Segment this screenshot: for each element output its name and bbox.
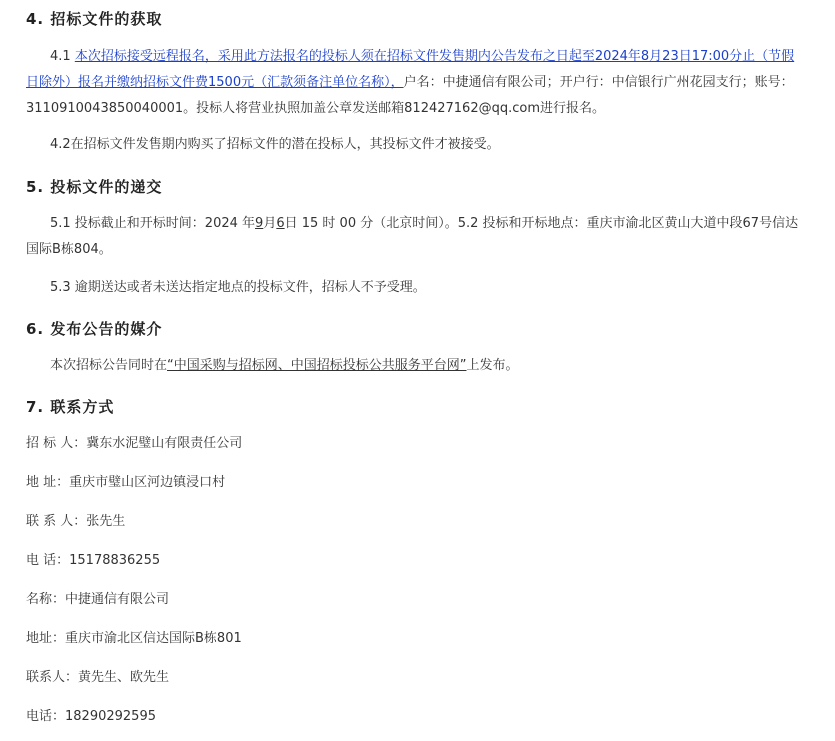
- section-7-heading: 7. 联系方式: [26, 398, 115, 416]
- section-4-2-paragraph: 4.2在招标文件发售期内购买了招标文件的潜在投标人，其投标文件才被接受。: [50, 137, 500, 152]
- registration-notice-link[interactable]: 本次招标接受远程报名，采用此方法报名的投标人须在招标文件发售期内公告发布之日起至2024年8月23日17:00分止（节假日除外）报名并缴纳招标文件费1500元（汇款须备注单位名称），: [26, 49, 795, 90]
- contact-tenderer-phone: 电 话：15178836255: [26, 553, 161, 568]
- contact-agency-person: 联系人：黄先生、欧先生: [26, 670, 170, 685]
- section-4-1-number: 4.1: [50, 49, 75, 64]
- deadline-text-c: 日 15 时 00 分（北京时间）。5.2 投标和开标地点：重庆市渝北区黄山大道中段67号信达国际B栋804。: [26, 216, 799, 257]
- deadline-month: 9: [255, 216, 264, 231]
- contact-agency-phone: 电话：18290292595: [26, 709, 156, 724]
- section-5-heading: 5. 投标文件的递交: [26, 178, 163, 196]
- contact-agency-address: 地址：重庆市渝北区信达国际B栋801: [26, 631, 242, 646]
- section-4-1-paragraph: [26, 44, 806, 122]
- contact-tenderer: 招 标 人：冀东水泥璧山有限责任公司: [26, 436, 243, 451]
- payment-account-text: 户名：中捷通信有限公司；开户行：中信银行广州花园支行；账号： 3110910043850040001。投标人将营业执照加盖公章发送邮箱812427162@qq.com进行报名。: [26, 75, 794, 116]
- section-6-paragraph: [26, 353, 806, 379]
- media-text-a: 本次招标公告同时在: [50, 358, 168, 373]
- contact-tenderer-person: 联 系 人：张先生: [26, 514, 126, 529]
- section-4-heading: 4. 招标文件的获取: [26, 10, 163, 28]
- deadline-text-b: 月: [263, 216, 277, 231]
- section-6-heading: 6. 发布公告的媒介: [26, 320, 163, 338]
- contact-tenderer-address: 地 址：重庆市璧山区河边镇浸口村: [26, 475, 226, 490]
- media-text-b: 上发布。: [466, 358, 519, 373]
- media-names: “中国采购与招标网、中国招标投标公共服务平台网”: [167, 358, 467, 373]
- contact-agency-name: 名称：中捷通信有限公司: [26, 592, 170, 607]
- section-5-3-paragraph: 5.3 逾期送达或者未送达指定地点的投标文件，招标人不予受理。: [50, 280, 426, 295]
- section-5-1-paragraph: [26, 211, 806, 263]
- deadline-text-a: 5.1 投标截止和开标时间：2024 年: [50, 216, 256, 231]
- deadline-day: 6: [276, 216, 285, 231]
